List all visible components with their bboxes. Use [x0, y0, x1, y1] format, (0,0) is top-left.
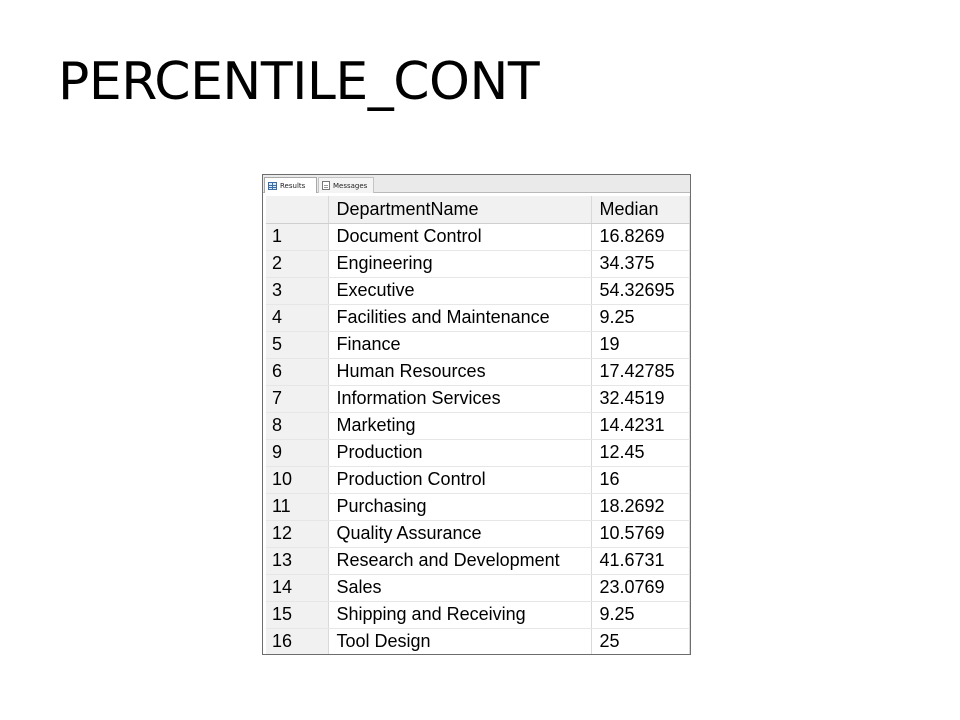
department-name-cell[interactable]: Purchasing: [328, 493, 591, 520]
table-row[interactable]: [266, 466, 689, 493]
row-number-cell[interactable]: 11: [266, 493, 328, 520]
department-name-cell[interactable]: Executive: [328, 277, 591, 304]
table-row[interactable]: [266, 223, 689, 250]
table-row[interactable]: [266, 385, 689, 412]
row-number-cell[interactable]: 15: [266, 601, 328, 628]
tab-messages-label: Messages: [333, 181, 368, 190]
department-name-cell[interactable]: Research and Development: [328, 547, 591, 574]
median-cell[interactable]: 16: [591, 466, 689, 493]
row-number-cell[interactable]: 4: [266, 304, 328, 331]
department-name-cell[interactable]: Facilities and Maintenance: [328, 304, 591, 331]
messages-icon: [322, 181, 330, 190]
department-name-cell[interactable]: Sales: [328, 574, 591, 601]
results-grid: [266, 196, 690, 655]
slide-title: PERCENTILE_CONT: [58, 52, 540, 112]
row-number-cell[interactable]: 14: [266, 574, 328, 601]
department-name-cell[interactable]: Production: [328, 439, 591, 466]
row-number-cell[interactable]: 5: [266, 331, 328, 358]
row-number-cell[interactable]: 10: [266, 466, 328, 493]
row-number-cell[interactable]: 3: [266, 277, 328, 304]
row-number-cell[interactable]: 7: [266, 385, 328, 412]
table-row[interactable]: [266, 493, 689, 520]
median-cell[interactable]: 12.45: [591, 439, 689, 466]
median-cell[interactable]: 18.2692: [591, 493, 689, 520]
column-header-departmentname[interactable]: DepartmentName: [328, 196, 591, 223]
table-row[interactable]: [266, 601, 689, 628]
tab-results-label: Results: [280, 181, 306, 190]
median-cell[interactable]: 23.0769: [591, 574, 689, 601]
row-number-cell[interactable]: 8: [266, 412, 328, 439]
department-name-cell[interactable]: Human Resources: [328, 358, 591, 385]
results-grid-icon: [268, 182, 277, 190]
department-name-cell[interactable]: Document Control: [328, 223, 591, 250]
results-header-row: [266, 196, 689, 223]
tab-messages[interactable]: [318, 177, 374, 193]
department-name-cell[interactable]: Marketing: [328, 412, 591, 439]
median-cell[interactable]: 54.32695: [591, 277, 689, 304]
row-number-cell[interactable]: 1: [266, 223, 328, 250]
row-number-header[interactable]: [266, 196, 328, 223]
table-row[interactable]: [266, 520, 689, 547]
row-number-cell[interactable]: 13: [266, 547, 328, 574]
median-cell[interactable]: 17.42785: [591, 358, 689, 385]
table-row[interactable]: [266, 304, 689, 331]
median-cell[interactable]: 9.25: [591, 304, 689, 331]
median-cell[interactable]: 10.5769: [591, 520, 689, 547]
median-cell[interactable]: 19: [591, 331, 689, 358]
department-name-cell[interactable]: Engineering: [328, 250, 591, 277]
median-cell[interactable]: 34.375: [591, 250, 689, 277]
department-name-cell[interactable]: Finance: [328, 331, 591, 358]
row-number-cell[interactable]: 2: [266, 250, 328, 277]
department-name-cell[interactable]: Tool Design: [328, 628, 591, 655]
median-cell[interactable]: 25: [591, 628, 689, 655]
column-header-median[interactable]: Median: [591, 196, 689, 223]
table-row[interactable]: [266, 277, 689, 304]
results-grid-body: [266, 223, 689, 655]
department-name-cell[interactable]: Quality Assurance: [328, 520, 591, 547]
row-number-cell[interactable]: 6: [266, 358, 328, 385]
median-cell[interactable]: 9.25: [591, 601, 689, 628]
table-row[interactable]: [266, 628, 689, 655]
results-tab-bar: [263, 175, 690, 193]
median-cell[interactable]: 32.4519: [591, 385, 689, 412]
department-name-cell[interactable]: Information Services: [328, 385, 591, 412]
median-cell[interactable]: 14.4231: [591, 412, 689, 439]
table-row[interactable]: [266, 412, 689, 439]
row-number-cell[interactable]: 16: [266, 628, 328, 655]
table-row[interactable]: [266, 250, 689, 277]
row-number-cell[interactable]: 9: [266, 439, 328, 466]
department-name-cell[interactable]: Production Control: [328, 466, 591, 493]
table-row[interactable]: [266, 358, 689, 385]
median-cell[interactable]: 16.8269: [591, 223, 689, 250]
table-row[interactable]: [266, 331, 689, 358]
query-results-pane: [262, 174, 691, 655]
table-row[interactable]: [266, 439, 689, 466]
department-name-cell[interactable]: Shipping and Receiving: [328, 601, 591, 628]
tab-results[interactable]: [264, 177, 317, 193]
row-number-cell[interactable]: 12: [266, 520, 328, 547]
table-row[interactable]: [266, 547, 689, 574]
table-row[interactable]: [266, 574, 689, 601]
median-cell[interactable]: 41.6731: [591, 547, 689, 574]
